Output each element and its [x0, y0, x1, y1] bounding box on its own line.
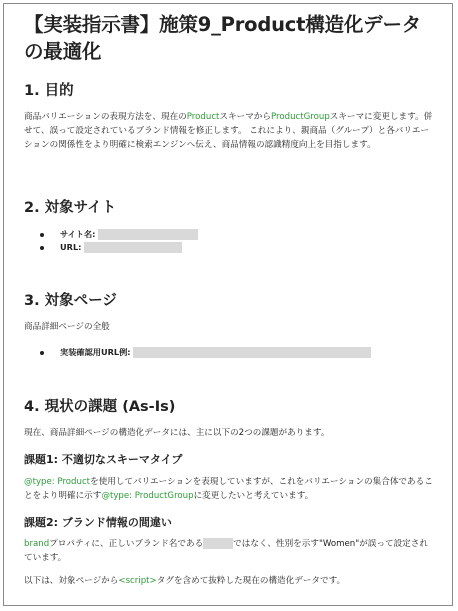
- issue1: [24, 452, 434, 467]
- redacted-url: [84, 242, 182, 253]
- section-purpose: [24, 82, 434, 100]
- section-heading: 3. 対象ページ: [24, 293, 117, 309]
- issue2-body: [24, 537, 434, 565]
- issues-intro: [24, 426, 434, 440]
- text-run: スキーマに変更します。併せて、誤って設定されているブランド情報を修正します。 これにより、親商品（グループ）と各バリエーションの関係性をより明確に検索エンジンへ伝え、商品情報の認識精度向上を目指します。: [24, 112, 433, 150]
- text-run: スキーマから: [219, 112, 271, 122]
- section-heading: 2. 対象サイト: [24, 200, 117, 216]
- text-run: に変更したいと考えています。: [193, 491, 314, 501]
- section-target-page: [24, 292, 434, 310]
- code-type-productgroup: @type: ProductGroup: [101, 491, 194, 501]
- outro-text: [24, 574, 434, 588]
- text-run: タグを含めて抜粋した現在の構造化データです。: [156, 576, 346, 586]
- item-label: URL:: [60, 242, 82, 252]
- list-item-sample-url: [24, 346, 434, 359]
- code-productgroup: ProductGroup: [271, 112, 330, 122]
- section-target-site: [24, 199, 434, 217]
- text-run: ではなく、性別を示す"Women"が誤って設定されています。: [24, 539, 428, 563]
- item-label: サイト名:: [60, 229, 96, 239]
- target-site-list: [24, 228, 434, 254]
- target-page-list: [24, 346, 434, 359]
- target-page-text: 商品詳細ページの全般: [24, 322, 110, 332]
- purpose-paragraph: [24, 110, 434, 152]
- outro: [24, 574, 434, 588]
- code-script-tag: <script>: [118, 576, 157, 586]
- redacted-site-name: [98, 229, 198, 240]
- item-label: 実装確認用URL例:: [60, 347, 131, 357]
- document-title: 【実装指示書】施策9_Product構造化データの最適化: [24, 13, 422, 63]
- redacted-sample-url: [133, 347, 371, 358]
- purpose-text: [24, 110, 434, 152]
- issues-intro-text: 現在、商品詳細ページの構造化データには、主に以下の2つの課題があります。: [24, 428, 330, 438]
- code-brand: brand: [24, 539, 50, 549]
- issue1-body: [24, 475, 434, 503]
- text-run: 商品バリエーションの表現方法を、現在の: [24, 112, 187, 122]
- list-item-site-name: [24, 228, 434, 241]
- issue1-heading: 課題1: 不適切なスキーマタイプ: [24, 453, 183, 466]
- issue2-heading: 課題2: ブランド情報の間違い: [24, 516, 172, 529]
- redacted-brand-name: [203, 538, 233, 549]
- section-current-issues: [24, 398, 434, 416]
- issue1-text: [24, 475, 434, 503]
- target-page-intro: [24, 320, 434, 334]
- section-heading: 4. 現状の課題 (As-Is): [24, 399, 176, 415]
- document-page: [3, 3, 453, 606]
- text-run: 以下は、対象ページから: [24, 576, 119, 586]
- issue2-text: [24, 537, 434, 565]
- text-run: を使用してバリエーションを表現していますが、これをバリエーションの集合体であることをより明確に示す: [24, 477, 433, 501]
- code-type-product: @type: Product: [24, 477, 91, 487]
- text-run: プロパティに、正しいブランド名である: [49, 539, 204, 549]
- code-product: Product: [186, 112, 220, 122]
- section-heading: 1. 目的: [24, 83, 74, 99]
- list-item-url: [24, 241, 434, 254]
- issue2: [24, 515, 434, 530]
